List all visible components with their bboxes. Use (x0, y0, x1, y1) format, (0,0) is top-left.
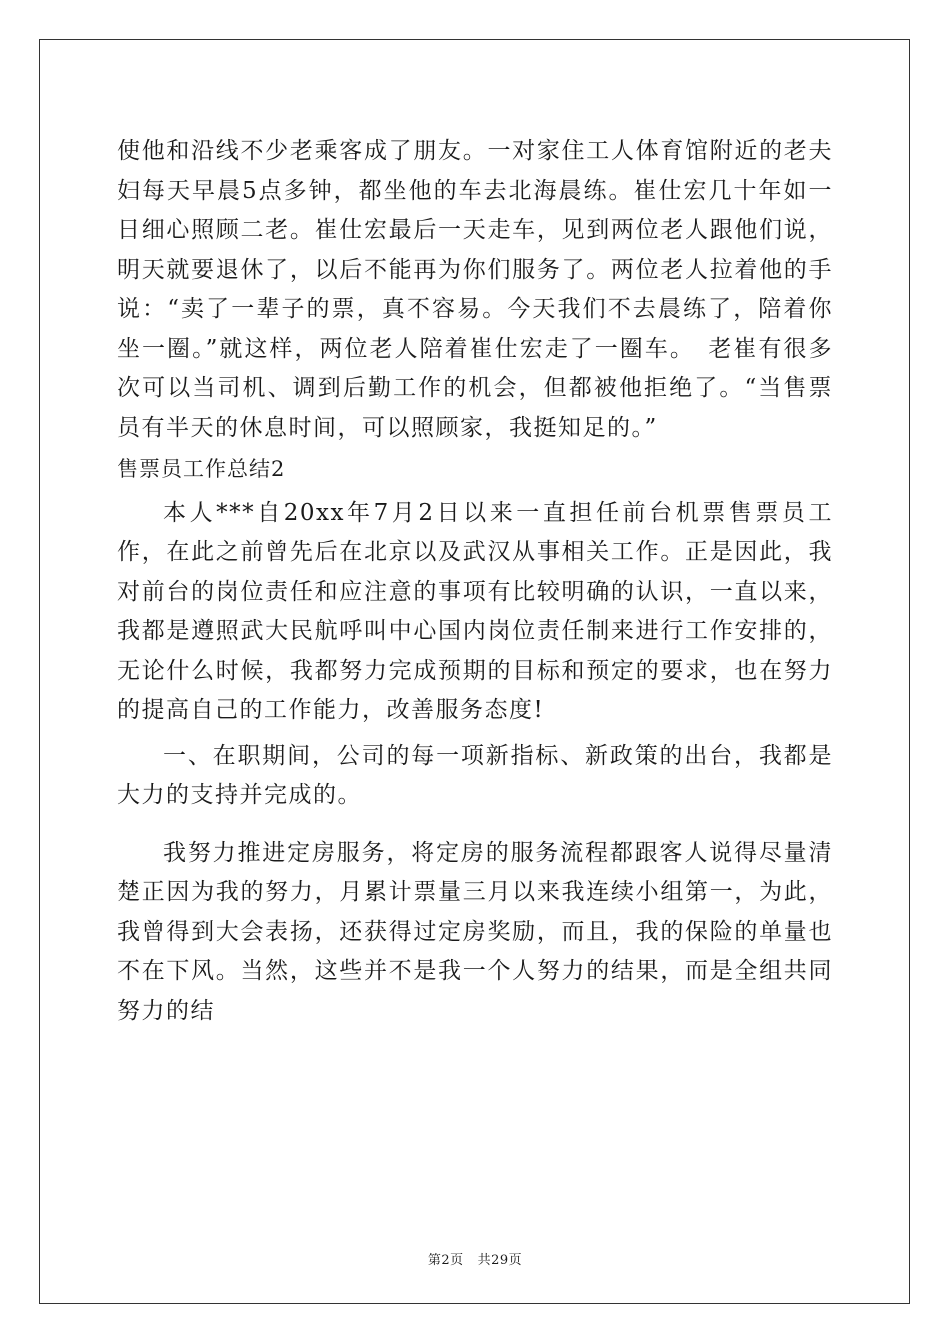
document-body (117, 132, 833, 1031)
paragraph-booking-service: 我努力推进定房服务，将定房的服务流程都跟客人说得尽量清楚正因为我的努力，月累计票量三月以来我连续小组第一，为此，我曾得到大会表扬，还获得过定房奖励，而且，我的保险的单量也不在下风。当然，这些并不是我一个人努力的结果，而是全组共同努力的结 (117, 839, 833, 1024)
page-footer (0, 1249, 950, 1268)
page-total: 共29页 (477, 1253, 523, 1268)
page-number: 第2页 (427, 1253, 464, 1268)
paragraph-intro: 本人***自20xx年7月2日以来一直担任前台机票售票员工作，在此之前曾先后在北京以及武汉从事相关工作。正是因此，我对前台的岗位责任和应注意的事项有比较明确的认识，一直以来，我都是遵照武大民航呼叫中心国内岗位责任制来进行工作安排的，无论什么时候，我都努力完成预期的目标和预定的要求，也在努力的提高自己的工作能力，改善服务态度! (117, 499, 833, 723)
section-heading: 售票员工作总结2 (117, 457, 286, 481)
paragraph-point-one: 一、在职期间，公司的每一项新指标、新政策的出台，我都是大力的支持并完成的。 (117, 742, 833, 808)
paragraph-continued: 使他和沿线不少老乘客成了朋友。一对家住工人体育馆附近的老夫妇每天早晨5点多钟，都坐他的车去北海晨练。崔仕宏几十年如一日细心照顾二老。崔仕宏最后一天走车，见到两位老人跟他们说，明天就要退休了，以后不能再为你们服务了。两位老人拉着他的手说：“卖了一辈子的票，真不容易。今天我们不去晨练了，陪着你坐一圈。”就这样，两位老人陪着崔仕宏走了一圈车。 老崔有很多次可以当司机、调到后勤工作的机会，但都被他拒绝了。“当售票员有半天的休息时间，可以照顾家，我挺知足的。” (117, 138, 833, 441)
